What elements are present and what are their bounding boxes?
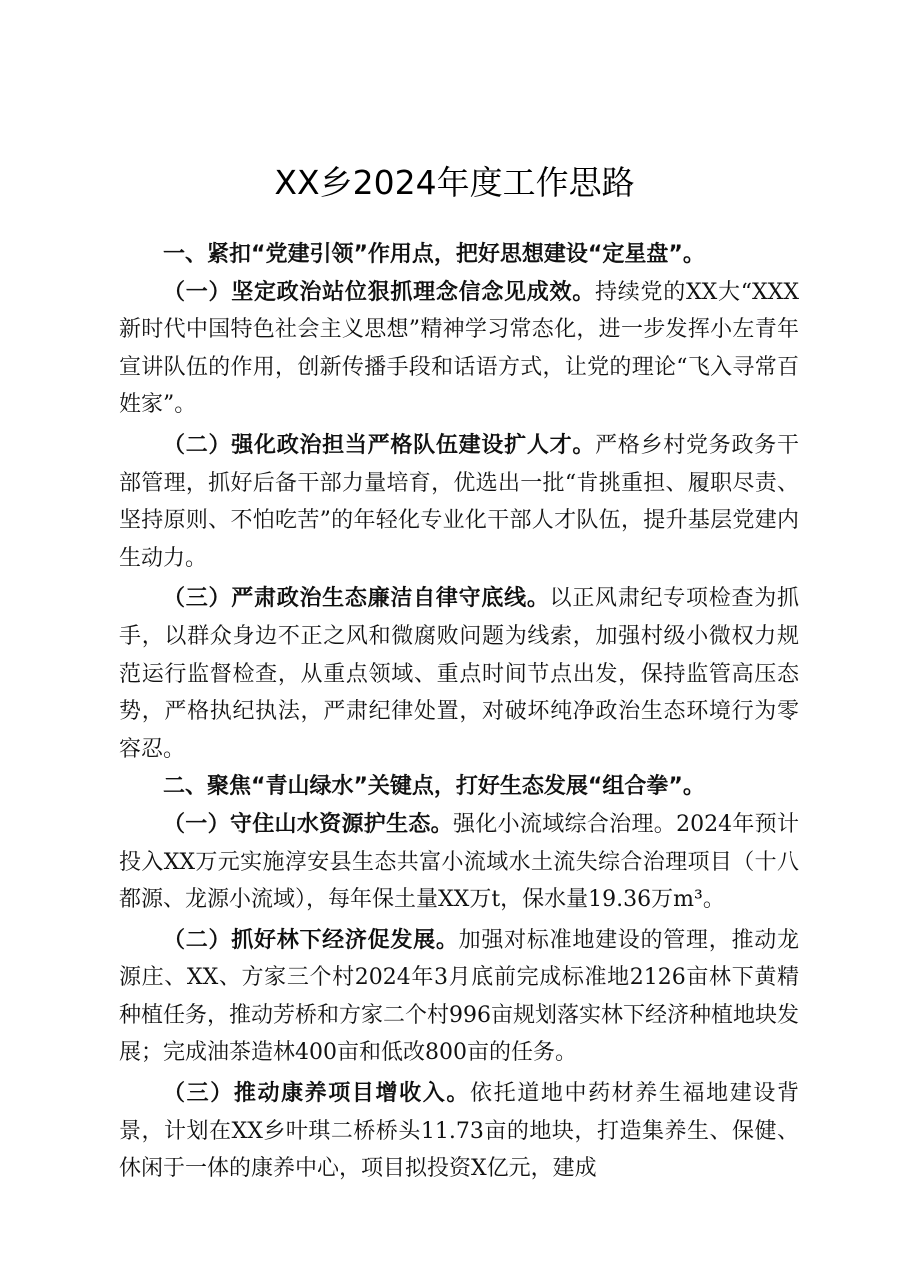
paragraph-2-1 <box>119 806 799 919</box>
paragraph-2-2 <box>119 922 799 1072</box>
paragraph-text: 依托道地中药材养生福地建设背景，计划在XX乡叶琪二桥桥头11.73亩的地块，打造集养生、保健、休闲于一体的康养中心，项目拟投资X亿元，建成 <box>119 1081 799 1182</box>
document-title: XX乡2024年度工作思路 <box>274 163 635 202</box>
paragraph-text: 持续党的XX大“XXX新时代中国特色社会主义思想”精神学习常态化，进一步发挥小左青年宣讲队伍的作用，创新传播手段和话语方式，让党的理论“飞入寻常百姓家”。 <box>119 279 799 418</box>
paragraph-2-3 <box>119 1075 799 1188</box>
paragraph-lead: （三）严肃政治生态廉洁自律守底线。 <box>163 586 550 612</box>
paragraph-lead: （一）守住山水资源护生态。 <box>163 811 453 837</box>
paragraph-lead: （二）强化政治担当严格队伍建设扩人才。 <box>163 432 596 458</box>
document-body <box>119 236 799 1188</box>
paragraph-1-2 <box>119 427 799 577</box>
section-heading-1: 一、紧扣“党建引领”作用点，把好思想建设“定星盘”。 <box>163 242 705 267</box>
paragraph-text: 严格乡村党务政务干部管理，抓好后备干部力量培育，优选出一批“肯挑重担、履职尽责、坚持原则、不怕吃苦”的年轻化专业化干部人才队伍，提升基层党建内生动力。 <box>119 432 799 571</box>
section-heading-2: 二、聚焦“青山绿水”关键点，打好生态发展“组合拳”。 <box>163 774 705 800</box>
paragraph-1-3 <box>119 580 799 768</box>
paragraph-lead: （二）抓好林下经济促发展。 <box>163 927 459 953</box>
paragraph-lead: （三）推动康养项目增收入。 <box>163 1081 470 1107</box>
paragraph-1-1 <box>119 274 799 424</box>
paragraph-text: 以正风肃纪专项检查为抓手，以群众身边不正之风和微腐败问题为线索，加强村级小微权力规范运行监督检查，从重点领域、重点时间节点出发，保持监管高压态势，严格执纪执法，严肃纪律处置，对破坏纯净政治生态环境行为零容忍。 <box>119 586 799 762</box>
paragraph-text: 加强对标准地建设的管理，推动龙源庄、XX、方家三个村2024年3月底前完成标准地2126亩林下黄精种植任务，推动芳桥和方家二个村996亩规划落实林下经济种植地块发展；完成油茶造林400亩和低改800亩的任务。 <box>119 927 799 1066</box>
paragraph-text: 强化小流域综合治理。2024年预计投入XX万元实施淳安县生态共富小流域水土流失综合治理项目（十八都源、龙源小流域），每年保土量XX万t，保水量19.36万m³。 <box>119 811 799 913</box>
paragraph-lead: （一）坚定政治站位狠抓理念信念见成效。 <box>163 279 596 305</box>
